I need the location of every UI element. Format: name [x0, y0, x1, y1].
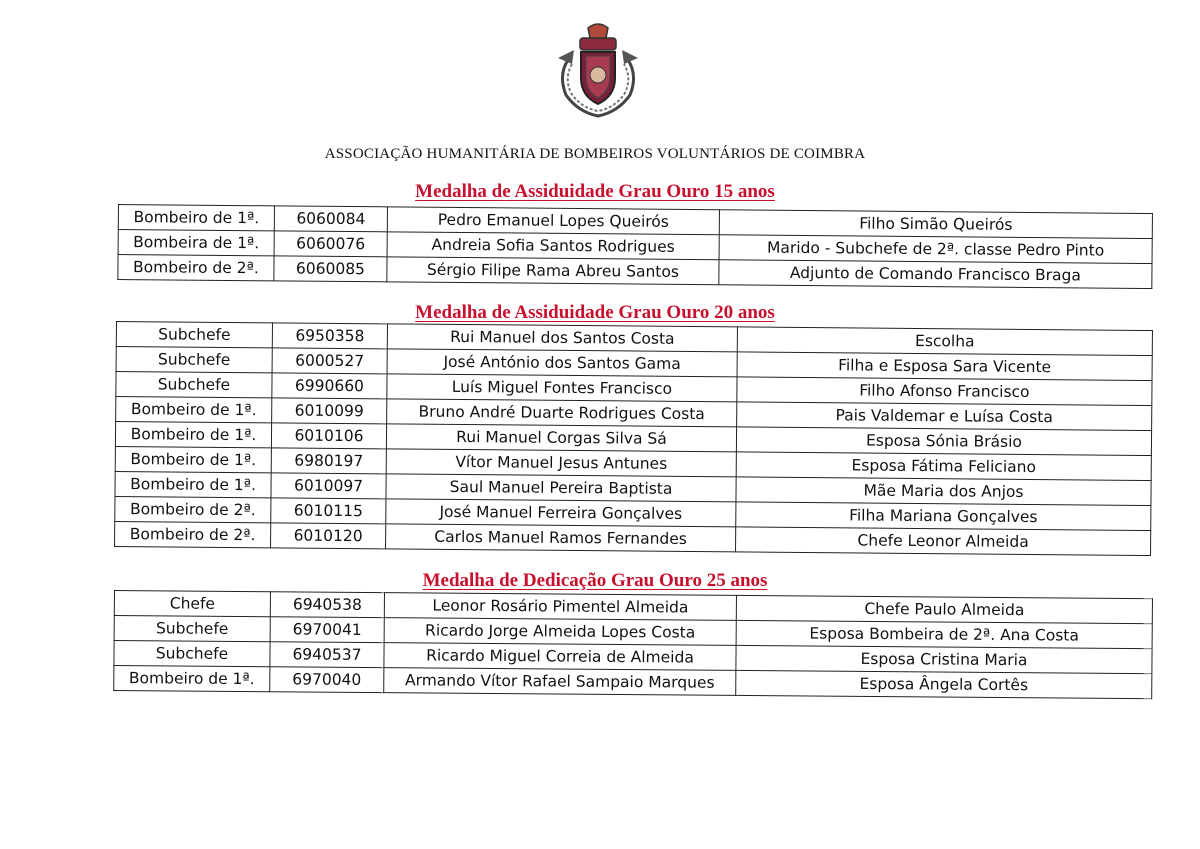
presenter-cell: Esposa Ângela Cortês	[736, 670, 1152, 698]
section-title-ouro-20: Medalha de Assiduidade Grau Ouro 20 anos	[415, 302, 775, 323]
rank-cell: Bombeiro de 1ª.	[118, 205, 274, 231]
presenter-cell: Esposa Cristina Maria	[736, 645, 1152, 673]
name-cell: Ricardo Jorge Almeida Lopes Costa	[384, 618, 736, 646]
presenter-cell: Chefe Paulo Almeida	[736, 595, 1152, 623]
presenter-cell: Esposa Bombeira de 2ª. Ana Costa	[736, 620, 1152, 648]
name-cell: Pedro Emanuel Lopes Queirós	[387, 207, 719, 235]
rank-cell: Bombeiro de 1ª.	[114, 666, 270, 692]
coat-of-arms-icon	[548, 20, 648, 120]
name-cell: Luís Miguel Fontes Francisco	[387, 374, 737, 402]
rank-cell: Bombeiro de 1ª.	[116, 397, 272, 423]
number-cell: 6010099	[272, 398, 387, 424]
rank-cell: Bombeiro de 2ª.	[118, 255, 274, 281]
name-cell: Leonor Rosário Pimentel Almeida	[384, 593, 736, 621]
number-cell: 6060076	[274, 231, 387, 257]
number-cell: 6010115	[271, 498, 386, 524]
number-cell: 6980197	[271, 448, 386, 474]
medal-table-ouro-15	[117, 204, 1153, 289]
number-cell: 6060085	[274, 256, 387, 282]
number-cell: 6940537	[270, 642, 384, 668]
name-cell: José Manuel Ferreira Gonçalves	[386, 499, 736, 527]
number-cell: 6950358	[272, 323, 387, 349]
rank-cell: Bombeiro de 1ª.	[115, 422, 271, 448]
presenter-cell: Filha e Esposa Sara Vicente	[737, 352, 1152, 381]
organization-title: ASSOCIAÇÃO HUMANITÁRIA DE BOMBEIROS VOLUNTÁRIOS DE COIMBRA	[324, 146, 866, 162]
presenter-cell: Mãe Maria dos Anjos	[736, 477, 1151, 506]
name-cell: Andreia Sofia Santos Rodrigues	[387, 232, 719, 260]
number-cell: 6010120	[271, 523, 386, 549]
rank-cell: Chefe	[114, 591, 270, 617]
rank-cell: Subchefe	[116, 322, 272, 348]
name-cell: Saul Manuel Pereira Baptista	[386, 474, 736, 502]
presenter-cell: Marido - Subchefe de 2ª. classe Pedro Pinto	[719, 235, 1152, 264]
presenter-cell: Adjunto de Comando Francisco Braga	[719, 260, 1152, 289]
section-title-dedicacao-25: Medalha de Dedicação Grau Ouro 25 anos	[422, 570, 768, 591]
name-cell: Rui Manuel dos Santos Costa	[387, 324, 737, 352]
number-cell: 6010106	[271, 423, 386, 449]
section-title-ouro-15: Medalha de Assiduidade Grau Ouro 15 anos	[415, 181, 775, 202]
presenter-cell: Chefe Leonor Almeida	[736, 527, 1151, 556]
rank-cell: Subchefe	[116, 372, 272, 398]
presenter-cell: Pais Valdemar e Luísa Costa	[737, 402, 1152, 431]
number-cell: 6970040	[270, 667, 384, 693]
name-cell: Carlos Manuel Ramos Fernandes	[386, 524, 736, 552]
name-cell: Sérgio Filipe Rama Abreu Santos	[387, 257, 719, 285]
number-cell: 6990660	[272, 373, 387, 399]
presenter-cell: Esposa Fátima Feliciano	[736, 452, 1151, 481]
name-cell: Armando Vítor Rafael Sampaio Marques	[384, 668, 736, 696]
number-cell: 6970041	[270, 617, 384, 643]
rank-cell: Bombeiro de 2ª.	[115, 521, 271, 547]
number-cell: 6000527	[272, 348, 387, 374]
rank-cell: Bombeiro de 1ª.	[115, 446, 271, 472]
name-cell: José António dos Santos Gama	[387, 349, 737, 377]
medal-table-dedicacao-25	[113, 590, 1153, 699]
rank-cell: Bombeiro de 1ª.	[115, 471, 271, 497]
rank-cell: Bombeiro de 2ª.	[115, 496, 271, 522]
rank-cell: Subchefe	[116, 347, 272, 373]
presenter-cell: Esposa Sónia Brásio	[736, 427, 1151, 456]
medal-table-ouro-20	[114, 321, 1153, 556]
presenter-cell: Filho Simão Queirós	[719, 210, 1152, 239]
number-cell: 6060084	[274, 206, 387, 232]
name-cell: Rui Manuel Corgas Silva Sá	[386, 424, 736, 452]
rank-cell: Subchefe	[114, 616, 270, 642]
number-cell: 6940538	[270, 592, 384, 618]
presenter-cell: Filho Afonso Francisco	[737, 377, 1152, 406]
name-cell: Vítor Manuel Jesus Antunes	[386, 449, 736, 477]
name-cell: Bruno André Duarte Rodrigues Costa	[387, 399, 737, 427]
number-cell: 6010097	[271, 473, 386, 499]
presenter-cell: Escolha	[737, 327, 1152, 356]
name-cell: Ricardo Miguel Correia de Almeida	[384, 643, 736, 671]
rank-cell: Bombeira de 1ª.	[118, 230, 274, 256]
presenter-cell: Filha Mariana Gonçalves	[736, 502, 1151, 531]
rank-cell: Subchefe	[114, 641, 270, 667]
